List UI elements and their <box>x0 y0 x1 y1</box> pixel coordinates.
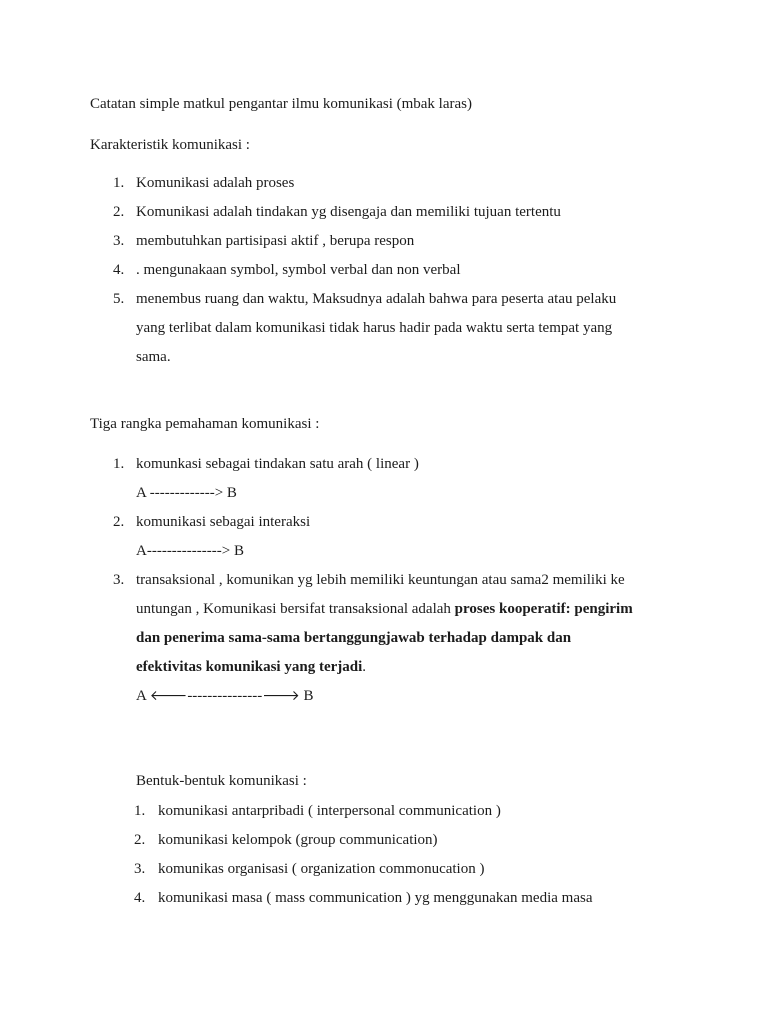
list-item: Komunikasi adalah proses <box>136 175 295 191</box>
list-item-continuation <box>136 657 366 677</box>
document-title: Catatan simple matkul pengantar ilmu komunikasi (mbak laras) <box>90 96 472 112</box>
list-number: 2. <box>134 832 146 848</box>
list-item: komunikasi masa ( mass communication ) yg menggunakan media masa <box>158 890 593 906</box>
arrow-diagram-transaksional <box>136 686 314 706</box>
list-number: 3. <box>134 861 146 877</box>
section-heading-tiga-rangka: Tiga rangka pemahaman komunikasi : <box>90 416 320 432</box>
arrow-diagram-interaksi: A---------------> B <box>136 543 244 559</box>
dashes: --------------- <box>187 688 263 704</box>
list-item: komunikas organisasi ( organization commonucation ) <box>158 861 485 877</box>
list-item-continuation: sama. <box>136 349 171 365</box>
list-item: membutuhkan partisipasi aktif , berupa respon <box>136 233 415 249</box>
label-a: A <box>136 688 150 704</box>
list-item: . mengunakaan symbol, symbol verbal dan non verbal <box>136 262 461 278</box>
period: . <box>362 659 367 675</box>
list-number: 4. <box>134 890 146 906</box>
list-item-continuation <box>136 599 633 619</box>
label-b: B <box>299 688 314 704</box>
list-item: komunikasi kelompok (group communication) <box>158 832 438 848</box>
bold-text: efektivitas komunikasi yang terjadi <box>136 659 363 675</box>
list-number: 3. <box>113 572 125 588</box>
plain-text: untungan , Komunikasi bersifat transaksional adalah <box>136 601 455 617</box>
list-number: 3. <box>113 233 125 249</box>
section-heading-karakteristik: Karakteristik komunikasi : <box>90 137 250 153</box>
list-item-continuation-bold: dan penerima sama-sama bertanggungjawab terhadap dampak dan <box>136 630 572 646</box>
section-heading-bentuk: Bentuk-bentuk komunikasi : <box>136 773 307 789</box>
list-number: 5. <box>113 291 125 307</box>
bold-text: proses kooperatif: pengirim <box>454 601 633 617</box>
list-number: 1. <box>113 456 125 472</box>
list-item: menembus ruang dan waktu, Maksudnya adalah bahwa para peserta atau pelaku <box>136 291 617 307</box>
left-arrow-icon: 🡐 <box>149 688 188 704</box>
list-item-continuation: yang terlibat dalam komunikasi tidak harus hadir pada waktu serta tempat yang <box>136 320 613 336</box>
list-number: 1. <box>113 175 125 191</box>
list-item: komunikasi sebagai interaksi <box>136 514 311 530</box>
list-number: 4. <box>113 262 125 278</box>
arrow-diagram-linear: A -------------> B <box>136 485 237 501</box>
list-item: transaksional , komunikan yg lebih memiliki keuntungan atau sama2 memiliki ke <box>136 572 625 588</box>
list-item: komunkasi sebagai tindakan satu arah ( linear ) <box>136 456 419 472</box>
list-number: 2. <box>113 514 125 530</box>
list-item: Komunikasi adalah tindakan yg disengaja dan memiliki tujuan tertentu <box>136 204 561 220</box>
list-item: komunikasi antarpribadi ( interpersonal communication ) <box>158 803 501 819</box>
right-arrow-icon: 🡒 <box>262 688 300 704</box>
list-number: 1. <box>134 803 146 819</box>
list-number: 2. <box>113 204 125 220</box>
